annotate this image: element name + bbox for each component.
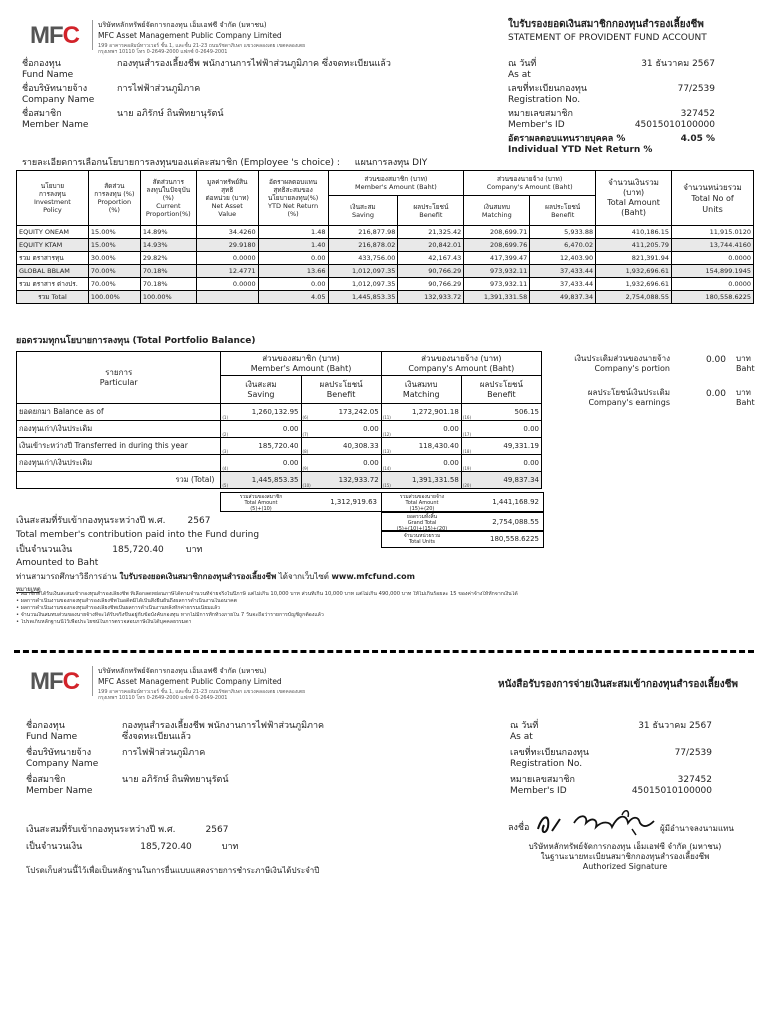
cert-asof-value: 31 ธันวาคม 2567: [638, 721, 712, 731]
policy-value-cell: 14.89%: [140, 226, 196, 239]
pf-amount: 1,272,901.18: [412, 408, 459, 416]
pf-ref-number: (11): [382, 415, 391, 420]
certificate-title: หนังสือรับรองการจ่ายเงินสะสมเข้ากองทุนสำรองเลี้ยงชีพ: [498, 679, 738, 690]
policy-value-cell: 132,933.72: [398, 291, 464, 304]
authorized-label: ผู้มีอำนาจลงนามแทน: [660, 824, 734, 833]
company-name-en-2: MFC Asset Management Public Company Limited: [98, 677, 282, 686]
pf-amount: 173,242.05: [338, 408, 379, 416]
company-portion-value: 0.00: [705, 355, 726, 365]
policy-name-cell: GLOBAL BBLAM: [17, 265, 89, 278]
policy-value-cell: 29.82%: [140, 252, 196, 265]
pf-ref-number: (2): [222, 432, 229, 437]
policy-value-cell: 0.0000: [196, 252, 258, 265]
pf-amount: 0.00: [523, 459, 539, 467]
fund-value: กองทุนสำรองเลี้ยงชีพ พนักงานการไฟฟ้าส่วนภูมิภาค ซึ่งจดทะเบียนแล้ว: [117, 59, 391, 69]
policy-value-cell: 90,766.29: [398, 278, 464, 291]
pf-value-cell: [381, 421, 461, 438]
policy-table: [16, 170, 754, 304]
pf-value-cell: [221, 421, 301, 438]
policy-value-cell: 12,403.90: [530, 252, 596, 265]
pf-value-cell: [221, 455, 301, 472]
policy-value-cell: 20,842.01: [398, 239, 464, 252]
pf-amount: 1,260,132.95: [251, 408, 299, 416]
policy-value-cell: 1.48: [258, 226, 328, 239]
policy-value-cell: 410,186.15: [596, 226, 672, 239]
company-name-th: บริษัทหลักทรัพย์จัดการกองทุน เอ็มเอฟซี จำกัด (มหาชน): [98, 21, 267, 29]
hdr-saving: เงินสะสม Saving: [328, 196, 398, 226]
policy-value-cell: 180,558.6225: [672, 291, 754, 304]
policy-value-cell: 29.9180: [196, 239, 258, 252]
pf-ref-number: (13): [382, 449, 391, 454]
policy-value-cell: 0.00: [258, 252, 328, 265]
pf-label-cell: เงินเข้าระหว่างปี Transferred in during this year: [17, 438, 221, 455]
contribution-line2: เป็นจำนวนเงิน 185,720.40 บาท: [16, 545, 203, 555]
pf-amount: 0.00: [443, 425, 459, 433]
total-units-box: จำนวนหน่วยรวม Total Units 180,558.6225: [381, 530, 544, 548]
reg-label: เลขที่ทะเบียนกองทุน Registration No.: [508, 84, 587, 105]
policy-value-cell: 216,878.02: [328, 239, 398, 252]
fund-label: ชื่อกองทุน Fund Name: [22, 59, 74, 80]
hdr-particular: รายการ Particular: [17, 352, 221, 404]
cert-company-label: ชื่อบริษัทนายจ้าง Company Name: [26, 748, 99, 769]
policy-row: [17, 252, 754, 265]
pf-value-cell: [461, 455, 541, 472]
cert-memid-label: หมายเลขสมาชิก Member's ID: [510, 775, 575, 796]
policy-value-cell: 216,877.98: [328, 226, 398, 239]
policy-value-cell: 42,167.43: [398, 252, 464, 265]
hdr-company: ส่วนของนายจ้าง (บาท) Company's Amount (Baht): [464, 171, 596, 196]
policy-value-cell: 5,933.88: [530, 226, 596, 239]
company-earnings-label: ผลประโยชน์เงินประเดิม Company's earnings: [587, 388, 670, 407]
policy-value-cell: 821,391.94: [596, 252, 672, 265]
policy-value-cell: 1,012,097.35: [328, 265, 398, 278]
policy-value-cell: 15.00%: [88, 239, 140, 252]
policy-value-cell: 70.18%: [140, 265, 196, 278]
pf-ref-number: (3): [222, 449, 229, 454]
policy-caption: รายละเอียดการเลือกนโยบายการลงทุนของแต่ละสมาชิก (Employee 's choice) : แผนการลงทุน DIY: [22, 158, 428, 168]
pf-value-cell: [461, 421, 541, 438]
logo-divider: [92, 20, 93, 50]
cert-fund-label: ชื่อกองทุน Fund Name: [26, 721, 78, 742]
contribution-line2-en: Amounted to Baht: [16, 558, 99, 568]
policy-value-cell: 34.4260: [196, 226, 258, 239]
pf-value-cell: [381, 404, 461, 421]
hdr-pf-matching: เงินสมทบ Matching: [381, 376, 461, 404]
pf-total-row: [17, 472, 542, 489]
policy-value-cell: 15.00%: [88, 226, 140, 239]
policy-value-cell: 37,433.44: [530, 278, 596, 291]
pf-amount: 0.00: [523, 425, 539, 433]
portfolio-title: ยอดรวมทุกนโยบายการลงทุน (Total Portfolio Balance): [16, 336, 256, 346]
pf-ref-number: (15): [382, 483, 391, 488]
pf-ref-number: (6): [302, 415, 309, 420]
policy-name-cell: EQUITY ONEAM: [17, 226, 89, 239]
policy-value-cell: 0.0000: [672, 252, 754, 265]
cert-fund-value: กองทุนสำรองเลี้ยงชีพ พนักงานการไฟฟ้าส่วนภูมิภาค ซึ่งจดทะเบียนแล้ว: [122, 721, 325, 742]
pf-value-cell: [221, 438, 301, 455]
pf-amount: 1,391,331.58: [412, 476, 459, 484]
note-item: • ผลการดำเนินงานของกองทุนสำรองเลี้ยงชีพเป็นผลการดำเนินงานหลังหักค่าธรรมเนียมแล้ว: [16, 605, 221, 611]
hdr-pf-member: ส่วนของสมาชิก (บาท) Member's Amount (Baht): [221, 352, 381, 376]
pf-ref-number: (5): [222, 483, 229, 488]
company-portion-unit: บาท Baht: [736, 354, 755, 373]
pf-row: [17, 421, 542, 438]
pf-ref-number: (17): [462, 432, 472, 437]
policy-value-cell: 70.00%: [88, 278, 140, 291]
footer-note: โปรดเก็บส่วนนี้ไว้เพื่อเป็นหลักฐานในการยื่นแบบแสดงรายการชำระภาษีเงินได้ประจำปี: [26, 866, 320, 875]
cert-reg-value: 77/2539: [674, 748, 712, 758]
pf-amount: 0.00: [363, 425, 379, 433]
hdr-policy: นโยบาย การลงทุน Investment Policy: [17, 171, 89, 226]
policy-value-cell: 14.93%: [140, 239, 196, 252]
company-earnings-unit: บาท Baht: [736, 388, 755, 407]
company-address-1: 199 อาคารคอลัมน์ทาวเวอร์ ชั้น 1, และชั้น 21-23 ถนนรัชดาภิเษก แขวงคลองเตย เขตคลองเตย: [98, 43, 306, 49]
pf-label-cell: กองทุนเก่า/เงินประเดิม: [17, 455, 221, 472]
policy-value-cell: 6,470.02: [530, 239, 596, 252]
pf-ref-number: (7): [302, 432, 309, 437]
policy-value-cell: 21,325.42: [398, 226, 464, 239]
policy-value-cell: 30.00%: [88, 252, 140, 265]
pf-amount: 118,430.40: [418, 442, 459, 450]
pf-ref-number: (1): [222, 415, 229, 420]
pf-row: [17, 438, 542, 455]
company-value: การไฟฟ้าส่วนภูมิภาค: [117, 84, 201, 94]
company-label: ชื่อบริษัทนายจ้าง Company Name: [22, 84, 95, 105]
policy-value-cell: 12.4771: [196, 265, 258, 278]
policy-value-cell: 973,932.11: [464, 278, 530, 291]
cert-company-value: การไฟฟ้าส่วนภูมิภาค: [122, 748, 206, 758]
pf-ref-number: (9): [302, 466, 309, 471]
pf-amount: 132,933.72: [338, 476, 379, 484]
pf-value-cell: [381, 472, 461, 489]
note-item: • ผลการดำเนินงานของกองทุนสำรองเลี้ยงชีพในอดีตมิได้เป็นสิ่งยืนยันถึงผลการดำเนินงานในอนาคต: [16, 598, 238, 604]
policy-row: [17, 239, 754, 252]
pf-amount: 0.00: [363, 459, 379, 467]
policy-value-cell: 154,899.1945: [672, 265, 754, 278]
tear-off-divider: [14, 650, 754, 653]
pf-ref-number: (18): [462, 449, 472, 454]
company-portion-label: เงินประเดิมส่วนของนายจ้าง Company's portion: [574, 354, 670, 373]
mfc-logo-2: MFC: [30, 668, 79, 695]
grand-total-box: ยอดรวมทั้งสิ้น Grand Total (5)+(10)+(15)+(20) 2,754,088.55: [381, 512, 544, 532]
pf-ref-number: (12): [382, 432, 391, 437]
ytd-value: 4.05 %: [680, 134, 715, 144]
hdr-pf-cbenefit: ผลประโยชน์ Benefit: [461, 376, 541, 404]
hdr-nav: มูลค่าทรัพย์สิน สุทธิ ต่อหน่วย (บาท) Net Asset Value: [196, 171, 258, 226]
cert-asof-label: ณ วันที่ As at: [510, 721, 539, 742]
policy-value-cell: 0.0000: [196, 278, 258, 291]
policy-value-cell: 100.00%: [140, 291, 196, 304]
mfc-logo: MFC: [30, 22, 79, 49]
hdr-company-benefit: ผลประโยชน์ Benefit: [530, 196, 596, 226]
pf-amount: 0.00: [282, 425, 299, 433]
policy-value-cell: 1.40: [258, 239, 328, 252]
pf-amount: 0.00: [282, 459, 299, 467]
policy-name-cell: รวม Total: [17, 291, 89, 304]
notes-list: [16, 591, 736, 626]
pf-ref-number: (19): [462, 466, 472, 471]
cert-member-label: ชื่อสมาชิก Member Name: [26, 775, 93, 796]
hdr-matching: เงินสมทบ Matching: [464, 196, 530, 226]
cert-member-value: นาย อภิรักษ์ ถินพิทยานุรัตน์: [122, 775, 229, 785]
website-note: ท่านสามารถศึกษาวิธีการอ่าน ใบรับรองยอดเงินสมาชิกกองทุนสำรองเลี้ยงชีพ ได้จากเว็บไซต์ www.mfcfund.com: [16, 572, 415, 581]
note-item: • จำนวนเงินสมทบส่วนของนายจ้างที่จะได้รับจริงขึ้นอยู่กับข้อบังคับกองทุน หากไม่มีการทักท้วงภายใน 7 วันจะถือว่ารายการบัญชีถูกต้องแล้ว: [16, 612, 324, 618]
policy-value-cell: 2,754,088.55: [596, 291, 672, 304]
pf-ref-number: (20): [462, 483, 472, 488]
memid-label: หมายเลขสมาชิก Member's ID: [508, 109, 573, 130]
policy-value-cell: 49,837.34: [530, 291, 596, 304]
pf-label-cell: ยอดยกมา Balance as of: [17, 404, 221, 421]
policy-value-cell: 417,399.47: [464, 252, 530, 265]
pf-amount: 0.00: [443, 459, 459, 467]
notes-heading: หมายเหตุ: [16, 586, 41, 593]
policy-value-cell: 208,699.71: [464, 226, 530, 239]
policy-row: [17, 278, 754, 291]
member-total-box: รวมส่วนของสมาชิก Total Amount (5)+(10) 1,312,919.63: [220, 492, 382, 512]
policy-row: [17, 226, 754, 239]
pf-row: [17, 455, 542, 472]
cert-memid-value: 327452 45015010100000: [631, 775, 712, 796]
contribution-line1-en: Total member's contribution paid into the Fund during: [16, 530, 260, 540]
logo-divider-2: [92, 666, 93, 696]
pf-label-cell: รวม (Total): [17, 472, 221, 489]
hdr-ytd: อัตราผลตอบแทน สุทธิสะสมของ นโยบายลงทุน(%) YTD Net Return (%): [258, 171, 328, 226]
company-address-2-2: กรุงเทพฯ 10110 โทร 0-2649-2000 แฟกซ์ 0-2649-2001: [98, 695, 228, 701]
website-link[interactable]: www.mfcfund.com: [331, 572, 415, 581]
company-address-2: กรุงเทพฯ 10110 โทร 0-2649-2000 แฟกซ์ 0-2649-2001: [98, 49, 228, 55]
portfolio-table: [16, 351, 542, 489]
pf-value-cell: [301, 438, 381, 455]
policy-value-cell: 37,433.44: [530, 265, 596, 278]
policy-value-cell: 70.00%: [88, 265, 140, 278]
pf-value-cell: [221, 472, 301, 489]
reg-value: 77/2539: [677, 84, 715, 94]
pf-value-cell: [301, 472, 381, 489]
company-address-1-2: 199 อาคารคอลัมน์ทาวเวอร์ ชั้น 1, และชั้น 21-23 ถนนรัชดาภิเษก แขวงคลองเตย เขตคลองเตย: [98, 689, 306, 695]
policy-value-cell: 90,766.29: [398, 265, 464, 278]
pf-ref-number: (4): [222, 466, 229, 471]
policy-value-cell: 1,012,097.35: [328, 278, 398, 291]
policy-value-cell: 1,932,696.61: [596, 265, 672, 278]
cert-contribution-line1: เงินสะสมที่รับเข้ากองทุนระหว่างปี พ.ศ. 2567: [26, 825, 229, 835]
cert-reg-label: เลขที่ทะเบียนกองทุน Registration No.: [510, 748, 589, 769]
policy-row: [17, 265, 754, 278]
policy-value-cell: 1,932,696.61: [596, 278, 672, 291]
pf-amount: 185,720.40: [258, 442, 299, 450]
company-total-box: รวมส่วนของนายจ้าง Total Amount (15)+(20) 1,441,168.92: [381, 492, 544, 512]
pf-amount: 506.15: [514, 408, 539, 416]
policy-total-row: [17, 291, 754, 304]
pf-amount: 49,331.19: [503, 442, 539, 450]
company-name-th-2: บริษัทหลักทรัพย์จัดการกองทุน เอ็มเอฟซี จำกัด (มหาชน): [98, 667, 267, 675]
hdr-pf-mbenefit: ผลประโยชน์ Benefit: [301, 376, 381, 404]
pf-ref-number: (16): [462, 415, 472, 420]
policy-name-cell: รวม ตราสาร ต่างปร.: [17, 278, 89, 291]
member-value: นาย อภิรักษ์ ถินพิทยานุรัตน์: [117, 109, 224, 119]
pf-label-cell: กองทุนเก่า/เงินประเดิม: [17, 421, 221, 438]
member-label: ชื่อสมาชิก Member Name: [22, 109, 89, 130]
policy-value-cell: 1,391,331.58: [464, 291, 530, 304]
hdr-proportion: สัดส่วน การลงทุน (%) Proportion (%): [88, 171, 140, 226]
policy-value-cell: [196, 291, 258, 304]
pf-ref-number: (8): [302, 449, 309, 454]
signer-company: บริษัทหลักทรัพย์จัดการกองทุน เอ็มเอฟซี จำกัด (มหาชน) ในฐานะนายทะเบียนสมาชิกกองทุนสำรองเลี้ยงชีพ Authorized Signature: [528, 842, 722, 871]
pf-row: [17, 404, 542, 421]
policy-value-cell: 973,932.11: [464, 265, 530, 278]
pf-ref-number: (14): [382, 466, 391, 471]
pf-value-cell: [301, 455, 381, 472]
statement-title-en: STATEMENT OF PROVIDENT FUND ACCOUNT: [508, 33, 707, 43]
policy-name-cell: EQUITY KTAM: [17, 239, 89, 252]
policy-value-cell: 13,744.4160: [672, 239, 754, 252]
hdr-pf-saving: เงินสะสม Saving: [221, 376, 301, 404]
signed-label: ลงชื่อ: [508, 823, 530, 833]
policy-value-cell: 4.05: [258, 291, 328, 304]
policy-value-cell: 0.0000: [672, 278, 754, 291]
pf-amount: 40,308.33: [343, 442, 379, 450]
policy-value-cell: 411,205.79: [596, 239, 672, 252]
signature-image: [532, 805, 662, 841]
contribution-line1: เงินสะสมที่รับเข้ากองทุนระหว่างปี พ.ศ. 2567: [16, 516, 211, 526]
note-item: • สมาชิกที่ได้รับเงินสะสมเข้ากองทุนสำรองเลี้ยงชีพ ที่เลือกลดหย่อนภาษีได้ตามจำนวนที่จ่ายจริงในปีภาษี แต่ไม่เกิน 10,000 บาท ส่วนที่เกิน 10,000 บาท แต่ไม่เกิน 490,000 บาท ให้ไม่เกินร้อยละ 15 ของค่าจ้างให้หักจากเงินได้: [16, 591, 518, 597]
policy-value-cell: 100.00%: [88, 291, 140, 304]
pf-value-cell: [301, 404, 381, 421]
hdr-member: ส่วนของสมาชิก (บาท) Member's Amount (Baht): [328, 171, 464, 196]
ytd-label: อัตราผลตอบแทนรายบุคคล % Individual YTD Net Return %: [508, 134, 653, 155]
hdr-total: จำนวนเงินรวม (บาท) Total Amount (Baht): [596, 171, 672, 226]
pf-value-cell: [381, 455, 461, 472]
company-name-en: MFC Asset Management Public Company Limited: [98, 31, 282, 40]
policy-value-cell: 11,915.0120: [672, 226, 754, 239]
hdr-pf-company: ส่วนของนายจ้าง (บาท) Company's Amount (Baht): [381, 352, 541, 376]
cert-contribution-line2: เป็นจำนวนเงิน 185,720.40 บาท: [26, 842, 239, 852]
pf-value-cell: [461, 438, 541, 455]
policy-value-cell: 13.66: [258, 265, 328, 278]
policy-name-cell: รวม ตราสารทุน: [17, 252, 89, 265]
pf-value-cell: [461, 472, 541, 489]
statement-title-th: ใบรับรองยอดเงินสมาชิกกองทุนสำรองเลี้ยงชีพ: [508, 19, 704, 30]
policy-value-cell: 433,756.00: [328, 252, 398, 265]
pf-amount: 1,445,853.35: [251, 476, 299, 484]
pf-amount: 49,837.34: [503, 476, 539, 484]
policy-value-cell: 0.00: [258, 278, 328, 291]
policy-value-cell: 1,445,853.35: [328, 291, 398, 304]
pf-ref-number: (10): [302, 483, 311, 488]
hdr-units: จำนวนหน่วยรวม Total No of Units: [672, 171, 754, 226]
asof-label: ณ วันที่ As at: [508, 59, 537, 80]
hdr-current: สัดส่วนการ ลงทุนในปัจจุบัน (%) Current Proportion(%): [140, 171, 196, 226]
pf-value-cell: [301, 421, 381, 438]
company-earnings-value: 0.00: [705, 389, 726, 399]
pf-value-cell: [221, 404, 301, 421]
pf-value-cell: [381, 438, 461, 455]
pf-value-cell: [461, 404, 541, 421]
memid-value: 327452 45015010100000: [634, 109, 715, 130]
hdr-member-benefit: ผลประโยชน์ Benefit: [398, 196, 464, 226]
policy-value-cell: 208,699.76: [464, 239, 530, 252]
asof-value: 31 ธันวาคม 2567: [641, 59, 715, 69]
note-item: • โปรดเก็บหลักฐานนี้ไว้เพื่อประโยชน์ในการตรวจสอบภาษีเงินได้บุคคลธรรมดา: [16, 619, 192, 625]
policy-value-cell: 70.18%: [140, 278, 196, 291]
